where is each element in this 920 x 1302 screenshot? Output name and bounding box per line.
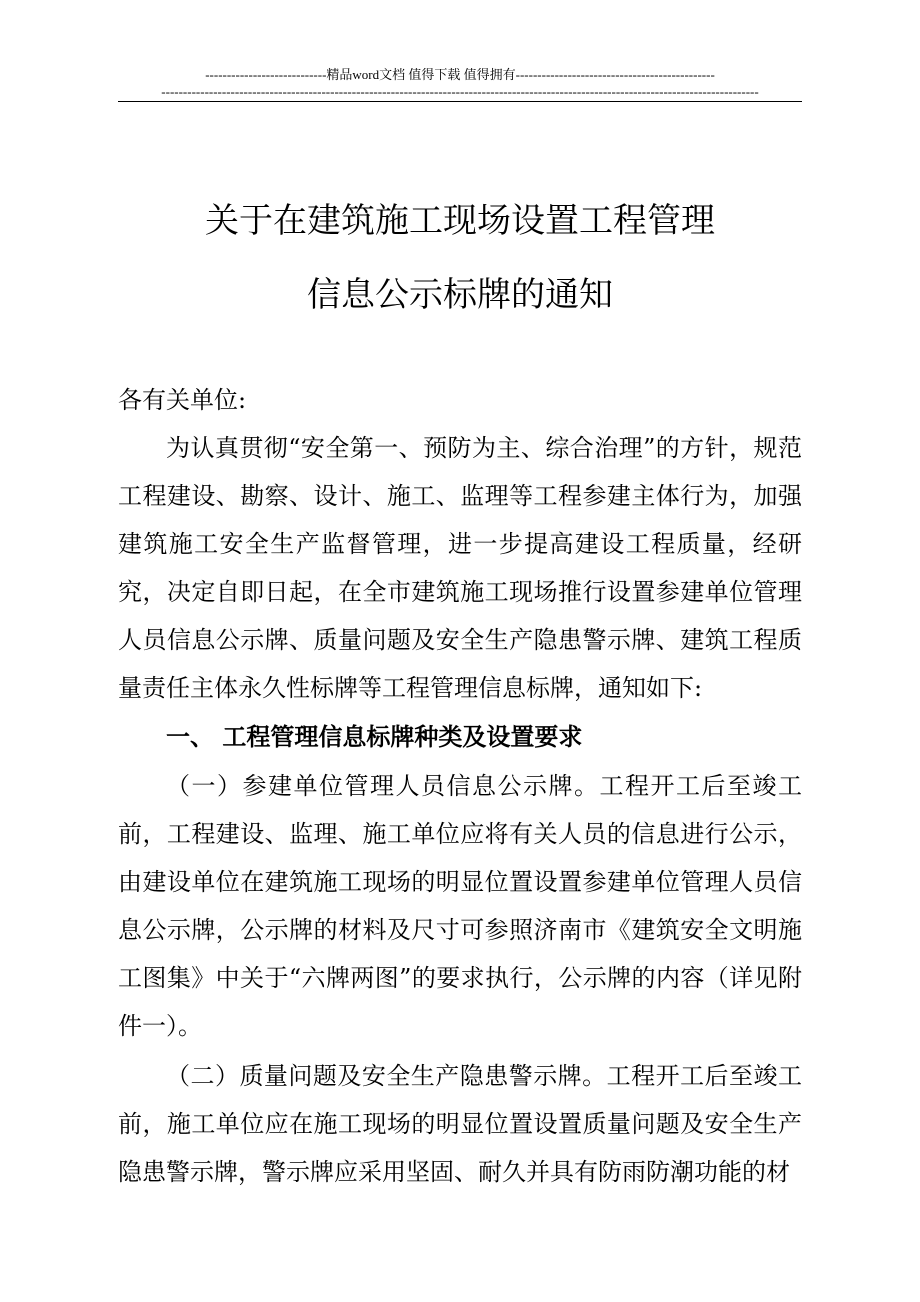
paragraph-item-1: （一）参建单位管理人员信息公示牌。工程开工后至竣工前，工程建设、监理、施工单位应将有关人员的信息进行公示，由建设单位在建筑施工现场的明显位置设置参建单位管理人员信息公示牌，公示牌的材料及尺寸可参照济南市《建筑安全文明施工图集》中关于“六牌两图”的要求执行，公示牌的内容（详见附件一）。	[118, 772, 802, 1040]
header-banner-text: ----------------------------精品word文档 值得下载 值得拥有----------------------------------------------	[205, 67, 715, 82]
paragraph-item-2: （二）质量问题及安全生产隐患警示牌。工程开工后至竣工前，施工单位应在施工现场的明显位置设置质量问题及安全生产隐患警示牌，警示牌应采用坚固、耐久并具有防雨防潮功能的材	[118, 1062, 802, 1186]
section-heading-1: 一、 工程管理信息标牌种类及设置要求	[166, 723, 583, 751]
header-divider	[118, 101, 802, 102]
document-title-line2: 信息公示标牌的通知	[307, 275, 613, 315]
header-dash-line: ------------------------------------------------------------------------------------------------------------------------------------------	[161, 84, 759, 99]
document-title-line1: 关于在建筑施工现场设置工程管理	[205, 201, 715, 241]
paragraph-intro: 为认真贯彻“安全第一、预防为主、综合治理”的方针，规范工程建设、勘察、设计、施工、监理等工程参建主体行为，加强建筑施工安全生产监督管理，进一步提高建设工程质量，经研究，决定自即日起，在全市建筑施工现场推行设置参建单位管理人员信息公示牌、质量问题及安全生产隐患警示牌、建筑工程质量责任主体永久性标牌等工程管理信息标牌，通知如下:	[118, 434, 802, 702]
salutation: 各有关单位:	[118, 386, 247, 414]
